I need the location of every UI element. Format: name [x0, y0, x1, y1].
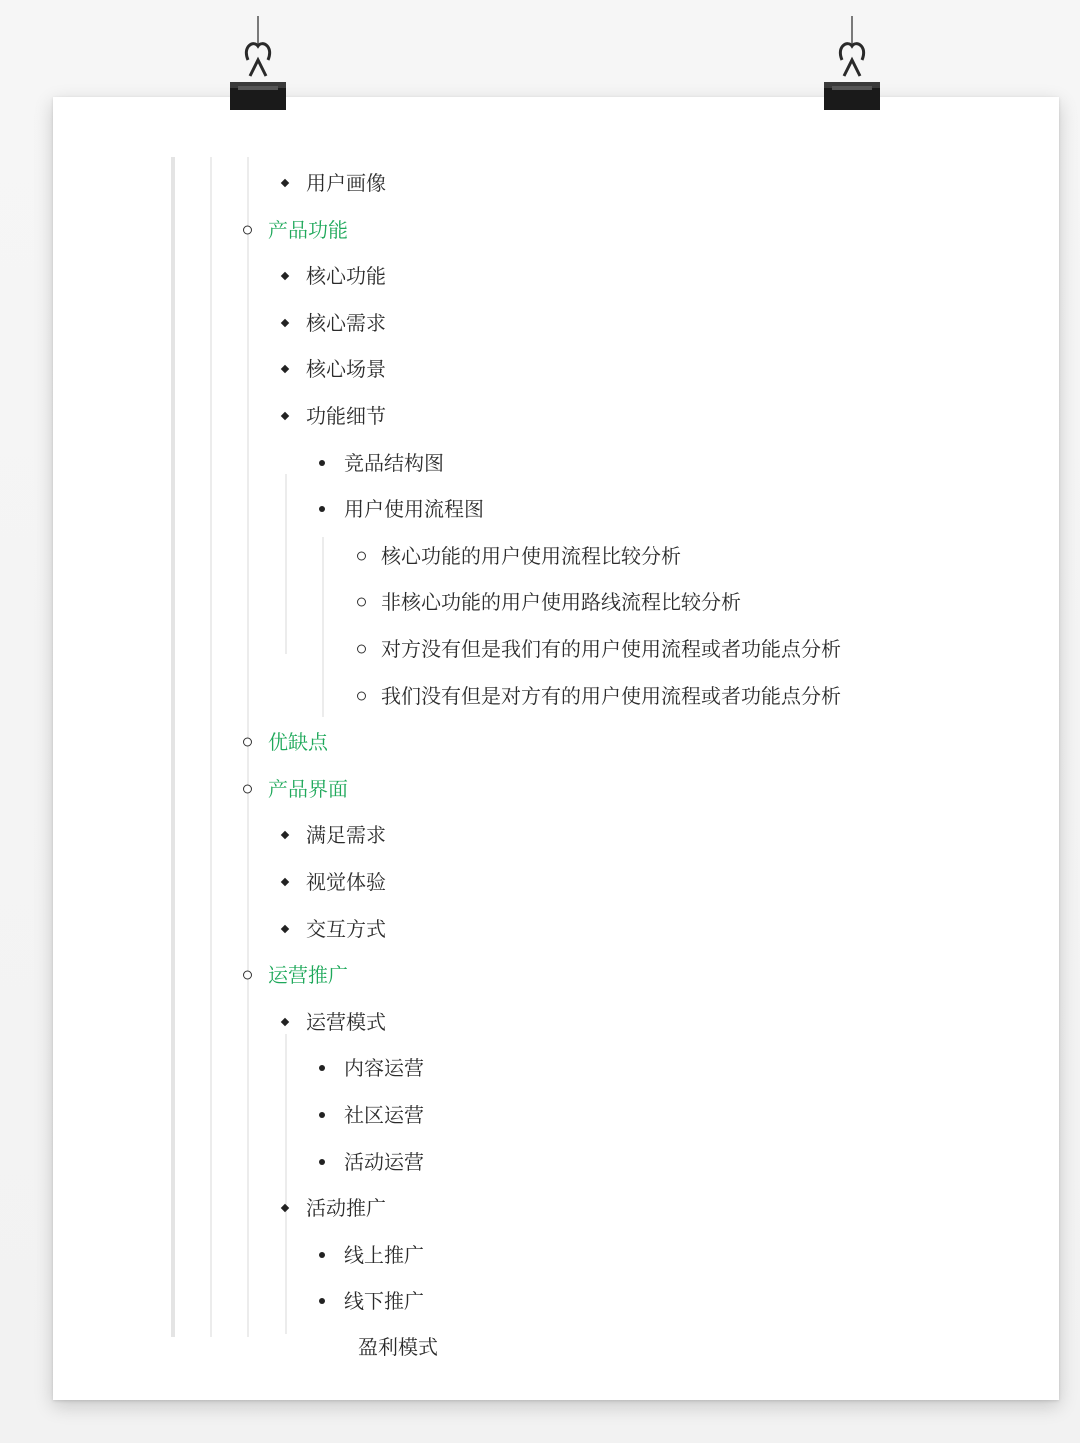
dot-bullet-icon [319, 460, 325, 466]
outline-item-level2 [53, 865, 1053, 899]
outline-item-text: 产品功能 [268, 217, 348, 242]
outline-item-text: 核心功能的用户使用流程比较分析 [381, 543, 681, 568]
outline-item-level4 [53, 585, 1053, 619]
outline-item-level3 [53, 1238, 1053, 1272]
outline-item-level2 [53, 399, 1053, 433]
outline-item-text: 运营模式 [306, 1009, 386, 1034]
paper-sheet [53, 97, 1059, 1400]
outline-item-text: 交互方式 [306, 916, 386, 941]
hollow-circle-bullet-icon [357, 551, 366, 560]
hollow-circle-bullet-icon [243, 971, 252, 980]
diamond-bullet-icon [281, 179, 289, 187]
outline-item-level2 [53, 1005, 1053, 1039]
outline-item-level1 [53, 772, 1053, 806]
outline-item-text: 用户画像 [306, 171, 386, 195]
outline-item-text: 运营推广 [268, 963, 348, 988]
outline-item-level2 [53, 912, 1053, 946]
outline-item-level4 [53, 539, 1053, 573]
outline-item-text: 活动运营 [344, 1149, 424, 1174]
outline-item-level1 [53, 213, 1053, 247]
binder-clip-icon [228, 16, 288, 112]
diamond-bullet-icon [281, 412, 289, 420]
outline-item-text: 优缺点 [268, 730, 328, 755]
outline-item-level2 [53, 818, 1053, 852]
outline-item-text: 核心功能 [306, 264, 386, 289]
outline-item-level1 [53, 958, 1053, 992]
outline-item-text: 活动推广 [306, 1196, 386, 1221]
outline-item-text: 我们没有但是对方有的用户使用流程或者功能点分析 [381, 683, 841, 708]
diamond-bullet-icon [281, 878, 289, 886]
outline-item-level2 [53, 166, 1053, 200]
dot-bullet-icon [319, 1252, 325, 1258]
hollow-circle-bullet-icon [357, 598, 366, 607]
diamond-bullet-icon [281, 319, 289, 327]
diamond-bullet-icon [281, 831, 289, 839]
outline-item-text: 视觉体验 [306, 870, 386, 894]
outline-item-level2 [53, 259, 1053, 293]
hollow-circle-bullet-icon [357, 645, 366, 654]
hollow-circle-bullet-icon [243, 738, 252, 747]
outline-item-level4 [53, 632, 1053, 666]
outline-item-text: 线上推广 [344, 1242, 424, 1267]
outline-item-text: 核心需求 [306, 310, 386, 335]
diamond-bullet-icon [281, 272, 289, 280]
outline-item-level3 [53, 1098, 1053, 1132]
outline-item-level3 [53, 1284, 1053, 1318]
dot-bullet-icon [319, 506, 325, 512]
dot-bullet-icon [319, 1065, 325, 1071]
diamond-bullet-icon [281, 924, 289, 932]
outline-item-text: 社区运营 [344, 1103, 424, 1127]
binder-clip-icon [822, 16, 882, 112]
diamond-bullet-icon [281, 1204, 289, 1212]
outline-item-level2 [53, 352, 1053, 386]
diamond-bullet-icon [281, 365, 289, 373]
outline-item-text: 非核心功能的用户使用路线流程比较分析 [381, 590, 741, 615]
dot-bullet-icon [319, 1112, 325, 1118]
outline-item-text: 核心场景 [306, 357, 386, 382]
outline-item-text: 对方没有但是我们有的用户使用流程或者功能点分析 [381, 637, 841, 661]
outline-item-level1 [53, 725, 1053, 759]
hollow-circle-bullet-icon [243, 784, 252, 793]
truncated-outline-item: 盈利模式 [358, 1335, 438, 1359]
outline-item-text: 功能细节 [306, 404, 386, 428]
outline-item-text: 内容运营 [344, 1056, 424, 1081]
outline-item-text: 产品界面 [268, 776, 348, 801]
outline-item-level3 [53, 1051, 1053, 1085]
hollow-circle-bullet-icon [357, 691, 366, 700]
dot-bullet-icon [319, 1159, 325, 1165]
outline-item-level3 [53, 492, 1053, 526]
outline-item-text: 满足需求 [306, 823, 386, 848]
diamond-bullet-icon [281, 1018, 289, 1026]
hollow-circle-bullet-icon [243, 225, 252, 234]
outline-item-level2 [53, 1191, 1053, 1225]
outline-item-level4 [53, 679, 1053, 713]
outline-item-level2 [53, 306, 1053, 340]
outline-item-level3 [53, 1145, 1053, 1179]
outline-item-text: 线下推广 [344, 1289, 424, 1314]
dot-bullet-icon [319, 1298, 325, 1304]
outline-item-text: 用户使用流程图 [344, 497, 484, 522]
outline-item-text: 竞品结构图 [344, 450, 444, 475]
outline-item-level3 [53, 446, 1053, 480]
